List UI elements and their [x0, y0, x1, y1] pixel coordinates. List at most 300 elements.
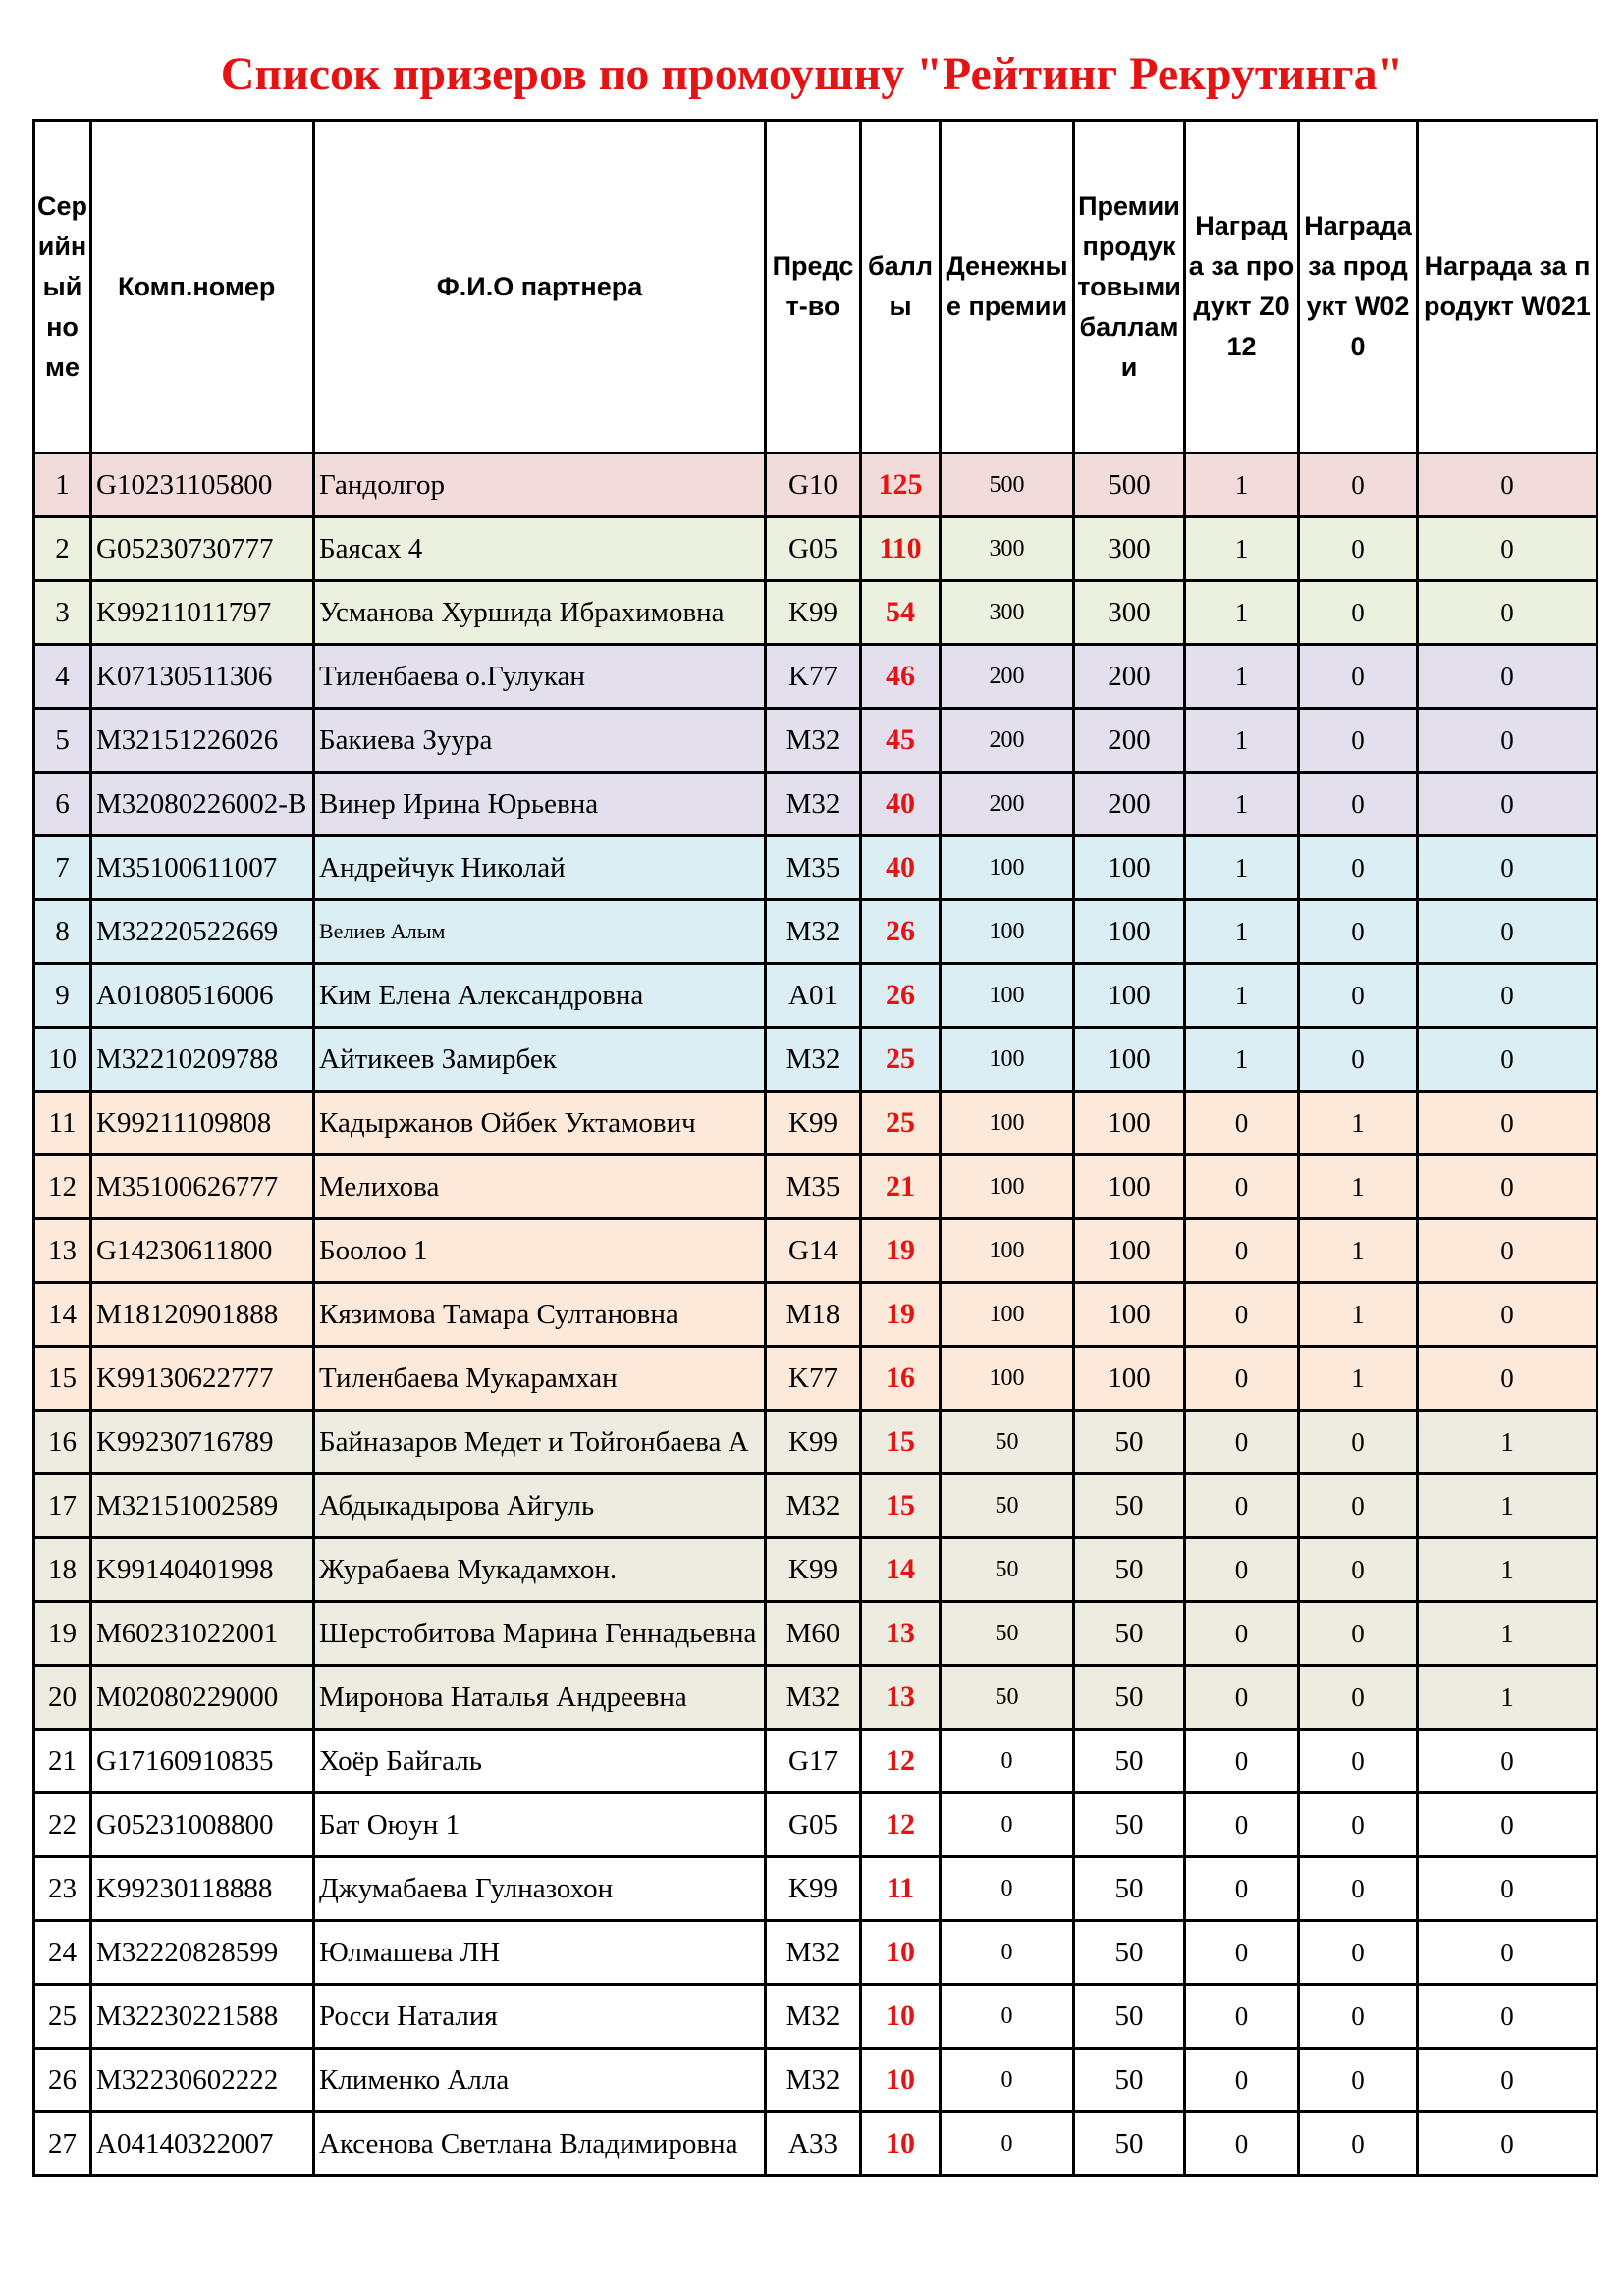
award-z012-cell: 1: [1185, 645, 1299, 709]
score-cell: 10: [861, 1921, 941, 1985]
cash-prize-cell: 100: [941, 1092, 1074, 1155]
office-cell: M18: [766, 1283, 861, 1347]
award-w020-cell: 0: [1299, 1985, 1418, 2049]
office-cell: K99: [766, 581, 861, 645]
score-cell: 25: [861, 1092, 941, 1155]
office-cell: M60: [766, 1602, 861, 1666]
serial-cell: 6: [34, 773, 91, 836]
partner-name-cell: Тиленбаева о.Гулукан: [314, 645, 766, 709]
serial-cell: 24: [34, 1921, 91, 1985]
award-w021-cell: 0: [1418, 2049, 1597, 2112]
table-row: [34, 1857, 1597, 1921]
cash-prize-cell: 50: [941, 1474, 1074, 1538]
partner-name-cell: Миронова Наталья Андреевна: [314, 1666, 766, 1730]
award-z012-cell: 1: [1185, 964, 1299, 1028]
office-cell: G10: [766, 454, 861, 517]
prize-winners-table: [32, 119, 1598, 2177]
office-cell: K99: [766, 1857, 861, 1921]
award-z012-cell: 0: [1185, 2112, 1299, 2176]
cash-prize-cell: 50: [941, 1602, 1074, 1666]
comp-number-cell: M35100611007: [91, 836, 314, 900]
cash-prize-cell: 100: [941, 964, 1074, 1028]
award-w021-cell: 1: [1418, 1474, 1597, 1538]
partner-name-cell: Абдыкадырова Айгуль: [314, 1474, 766, 1538]
partner-name-cell: Росси Наталия: [314, 1985, 766, 2049]
award-w021-cell: 0: [1418, 1730, 1597, 1793]
serial-cell: 1: [34, 454, 91, 517]
serial-cell: 18: [34, 1538, 91, 1602]
comp-number-cell: A01080516006: [91, 964, 314, 1028]
partner-name-cell: Бакиева Зуура: [314, 709, 766, 773]
award-w020-cell: 0: [1299, 1921, 1418, 1985]
award-w021-cell: 0: [1418, 1283, 1597, 1347]
office-cell: G05: [766, 1793, 861, 1857]
partner-name-cell: Андрейчук Николай: [314, 836, 766, 900]
award-w020-cell: 1: [1299, 1092, 1418, 1155]
header-score: баллы: [861, 121, 941, 454]
score-cell: 45: [861, 709, 941, 773]
office-cell: M32: [766, 1028, 861, 1092]
award-w021-cell: 1: [1418, 1602, 1597, 1666]
comp-number-cell: M35100626777: [91, 1155, 314, 1219]
table-row: [34, 1219, 1597, 1283]
award-z012-cell: 1: [1185, 836, 1299, 900]
partner-name-cell: Баясах 4: [314, 517, 766, 581]
cash-prize-cell: 50: [941, 1538, 1074, 1602]
product-points-cell: 100: [1074, 964, 1185, 1028]
table-row: [34, 581, 1597, 645]
award-w020-cell: 0: [1299, 645, 1418, 709]
partner-name-cell: Боолоо 1: [314, 1219, 766, 1283]
partner-name-cell: Кадыржанов Ойбек Уктамович: [314, 1092, 766, 1155]
comp-number-cell: M32230602222: [91, 2049, 314, 2112]
office-cell: G17: [766, 1730, 861, 1793]
product-points-cell: 50: [1074, 1857, 1185, 1921]
product-points-cell: 100: [1074, 836, 1185, 900]
partner-name-cell: Айтикеев Замирбек: [314, 1028, 766, 1092]
serial-cell: 27: [34, 2112, 91, 2176]
award-z012-cell: 0: [1185, 1474, 1299, 1538]
table-row: [34, 964, 1597, 1028]
product-points-cell: 100: [1074, 1347, 1185, 1411]
award-w021-cell: 0: [1418, 1985, 1597, 2049]
award-z012-cell: 0: [1185, 1347, 1299, 1411]
award-z012-cell: 0: [1185, 1538, 1299, 1602]
cash-prize-cell: 0: [941, 1730, 1074, 1793]
award-w020-cell: 0: [1299, 581, 1418, 645]
serial-cell: 23: [34, 1857, 91, 1921]
award-w020-cell: 0: [1299, 2049, 1418, 2112]
cash-prize-cell: 500: [941, 454, 1074, 517]
table-row: [34, 1155, 1597, 1219]
table-row: [34, 1474, 1597, 1538]
comp-number-cell: G14230611800: [91, 1219, 314, 1283]
award-w021-cell: 0: [1418, 1219, 1597, 1283]
comp-number-cell: K99211011797: [91, 581, 314, 645]
product-points-cell: 50: [1074, 1602, 1185, 1666]
table-row: [34, 1092, 1597, 1155]
product-points-cell: 50: [1074, 1985, 1185, 2049]
product-points-cell: 100: [1074, 1155, 1185, 1219]
score-cell: 125: [861, 454, 941, 517]
office-cell: A01: [766, 964, 861, 1028]
product-points-cell: 100: [1074, 1283, 1185, 1347]
serial-cell: 11: [34, 1092, 91, 1155]
table-row: [34, 1538, 1597, 1602]
comp-number-cell: K99211109808: [91, 1092, 314, 1155]
office-cell: K99: [766, 1092, 861, 1155]
header-product-points-prize: Премии продуктовыми баллами: [1074, 121, 1185, 454]
table-row: [34, 773, 1597, 836]
partner-name-cell: Журабаева Мукадамхон.: [314, 1538, 766, 1602]
award-w020-cell: 1: [1299, 1283, 1418, 1347]
header-award-w020: Награда за продукт W020: [1299, 121, 1418, 454]
office-cell: G05: [766, 517, 861, 581]
award-w021-cell: 0: [1418, 581, 1597, 645]
partner-name-cell: Джумабаева Гулназохон: [314, 1857, 766, 1921]
serial-cell: 20: [34, 1666, 91, 1730]
product-points-cell: 300: [1074, 517, 1185, 581]
office-cell: M32: [766, 709, 861, 773]
table-row: [34, 454, 1597, 517]
award-w020-cell: 1: [1299, 1155, 1418, 1219]
table-body: [34, 454, 1597, 2176]
partner-name-cell: Винер Ирина Юрьевна: [314, 773, 766, 836]
product-points-cell: 100: [1074, 1092, 1185, 1155]
serial-cell: 16: [34, 1411, 91, 1474]
serial-cell: 7: [34, 836, 91, 900]
table-row: [34, 1666, 1597, 1730]
award-w021-cell: 0: [1418, 1793, 1597, 1857]
cash-prize-cell: 300: [941, 581, 1074, 645]
product-points-cell: 50: [1074, 1730, 1185, 1793]
award-w021-cell: 0: [1418, 645, 1597, 709]
score-cell: 40: [861, 836, 941, 900]
serial-cell: 22: [34, 1793, 91, 1857]
office-cell: M32: [766, 1985, 861, 2049]
award-w020-cell: 0: [1299, 964, 1418, 1028]
award-z012-cell: 0: [1185, 1857, 1299, 1921]
score-cell: 26: [861, 964, 941, 1028]
product-points-cell: 50: [1074, 2112, 1185, 2176]
comp-number-cell: M32230221588: [91, 1985, 314, 2049]
office-cell: K77: [766, 645, 861, 709]
score-cell: 54: [861, 581, 941, 645]
cash-prize-cell: 50: [941, 1666, 1074, 1730]
serial-cell: 17: [34, 1474, 91, 1538]
comp-number-cell: G17160910835: [91, 1730, 314, 1793]
award-w021-cell: 1: [1418, 1538, 1597, 1602]
award-w020-cell: 0: [1299, 1857, 1418, 1921]
serial-cell: 5: [34, 709, 91, 773]
product-points-cell: 500: [1074, 454, 1185, 517]
award-w021-cell: 0: [1418, 1857, 1597, 1921]
award-z012-cell: 1: [1185, 581, 1299, 645]
partner-name-cell: Усманова Хуршида Ибрахимовна: [314, 581, 766, 645]
award-z012-cell: 1: [1185, 1028, 1299, 1092]
product-points-cell: 50: [1074, 1666, 1185, 1730]
award-z012-cell: 0: [1185, 1730, 1299, 1793]
comp-number-cell: K07130511306: [91, 645, 314, 709]
score-cell: 40: [861, 773, 941, 836]
award-w021-cell: 1: [1418, 1411, 1597, 1474]
office-cell: M35: [766, 836, 861, 900]
table-row: [34, 1347, 1597, 1411]
award-z012-cell: 0: [1185, 2049, 1299, 2112]
award-w021-cell: 0: [1418, 1092, 1597, 1155]
comp-number-cell: K99130622777: [91, 1347, 314, 1411]
score-cell: 13: [861, 1666, 941, 1730]
award-z012-cell: 0: [1185, 1283, 1299, 1347]
award-z012-cell: 0: [1185, 1985, 1299, 2049]
cash-prize-cell: 100: [941, 836, 1074, 900]
award-w021-cell: 0: [1418, 900, 1597, 964]
award-w021-cell: 0: [1418, 1155, 1597, 1219]
cash-prize-cell: 100: [941, 1155, 1074, 1219]
table-row: [34, 1602, 1597, 1666]
award-z012-cell: 0: [1185, 1666, 1299, 1730]
score-cell: 110: [861, 517, 941, 581]
cash-prize-cell: 0: [941, 1985, 1074, 2049]
header-partner-name: Ф.И.О партнера: [314, 121, 766, 454]
serial-cell: 2: [34, 517, 91, 581]
table-row: [34, 1985, 1597, 2049]
header-cash-prize: Денежные премии: [941, 121, 1074, 454]
score-cell: 21: [861, 1155, 941, 1219]
award-w021-cell: 0: [1418, 1347, 1597, 1411]
award-w020-cell: 0: [1299, 1028, 1418, 1092]
partner-name-cell: Мелихова: [314, 1155, 766, 1219]
award-z012-cell: 1: [1185, 517, 1299, 581]
award-w021-cell: 0: [1418, 1921, 1597, 1985]
office-cell: M35: [766, 1155, 861, 1219]
score-cell: 15: [861, 1474, 941, 1538]
award-w020-cell: 0: [1299, 709, 1418, 773]
serial-cell: 8: [34, 900, 91, 964]
table-row: [34, 517, 1597, 581]
partner-name-cell: Клименко Алла: [314, 2049, 766, 2112]
award-w020-cell: 0: [1299, 1666, 1418, 1730]
office-cell: M32: [766, 1474, 861, 1538]
award-w021-cell: 0: [1418, 773, 1597, 836]
cash-prize-cell: 100: [941, 900, 1074, 964]
award-z012-cell: 1: [1185, 900, 1299, 964]
table-row: [34, 836, 1597, 900]
award-w020-cell: 1: [1299, 1347, 1418, 1411]
partner-name-cell: Гандолгор: [314, 454, 766, 517]
serial-cell: 10: [34, 1028, 91, 1092]
award-w020-cell: 0: [1299, 1602, 1418, 1666]
serial-cell: 21: [34, 1730, 91, 1793]
table-row: [34, 1730, 1597, 1793]
cash-prize-cell: 200: [941, 773, 1074, 836]
partner-name-cell: Байназаров Медет и Тойгонбаева А: [314, 1411, 766, 1474]
cash-prize-cell: 200: [941, 709, 1074, 773]
award-z012-cell: 0: [1185, 1411, 1299, 1474]
cash-prize-cell: 100: [941, 1028, 1074, 1092]
header-office: Предст-во: [766, 121, 861, 454]
award-w021-cell: 0: [1418, 454, 1597, 517]
product-points-cell: 50: [1074, 1474, 1185, 1538]
product-points-cell: 300: [1074, 581, 1185, 645]
score-cell: 15: [861, 1411, 941, 1474]
table-row: [34, 1411, 1597, 1474]
partner-name-cell: Велиев Алым: [314, 900, 766, 964]
cash-prize-cell: 0: [941, 1793, 1074, 1857]
award-z012-cell: 0: [1185, 1602, 1299, 1666]
table-row: [34, 1283, 1597, 1347]
award-w021-cell: 0: [1418, 709, 1597, 773]
partner-name-cell: Бат Оюун 1: [314, 1793, 766, 1857]
comp-number-cell: M18120901888: [91, 1283, 314, 1347]
cash-prize-cell: 0: [941, 2049, 1074, 2112]
office-cell: K77: [766, 1347, 861, 1411]
award-w021-cell: 0: [1418, 1028, 1597, 1092]
product-points-cell: 100: [1074, 1219, 1185, 1283]
product-points-cell: 100: [1074, 900, 1185, 964]
comp-number-cell: M32220828599: [91, 1921, 314, 1985]
award-w020-cell: 0: [1299, 517, 1418, 581]
header-comp-number: Комп.номер: [91, 121, 314, 454]
award-w021-cell: 0: [1418, 517, 1597, 581]
award-w020-cell: 0: [1299, 900, 1418, 964]
comp-number-cell: A04140322007: [91, 2112, 314, 2176]
office-cell: K99: [766, 1538, 861, 1602]
cash-prize-cell: 50: [941, 1411, 1074, 1474]
partner-name-cell: Тиленбаева Мукарамхан: [314, 1347, 766, 1411]
award-w020-cell: 0: [1299, 1474, 1418, 1538]
award-w021-cell: 0: [1418, 964, 1597, 1028]
product-points-cell: 50: [1074, 1411, 1185, 1474]
office-cell: M32: [766, 900, 861, 964]
serial-cell: 3: [34, 581, 91, 645]
serial-cell: 13: [34, 1219, 91, 1283]
product-points-cell: 50: [1074, 1793, 1185, 1857]
comp-number-cell: M32210209788: [91, 1028, 314, 1092]
comp-number-cell: G05231008800: [91, 1793, 314, 1857]
office-cell: G14: [766, 1219, 861, 1283]
partner-name-cell: Шерстобитова Марина Геннадьевна: [314, 1602, 766, 1666]
score-cell: 16: [861, 1347, 941, 1411]
award-w021-cell: 0: [1418, 836, 1597, 900]
score-cell: 10: [861, 2049, 941, 2112]
cash-prize-cell: 100: [941, 1283, 1074, 1347]
product-points-cell: 200: [1074, 645, 1185, 709]
comp-number-cell: G05230730777: [91, 517, 314, 581]
serial-cell: 26: [34, 2049, 91, 2112]
award-w021-cell: 1: [1418, 1666, 1597, 1730]
product-points-cell: 200: [1074, 709, 1185, 773]
serial-cell: 19: [34, 1602, 91, 1666]
office-cell: M32: [766, 1666, 861, 1730]
cash-prize-cell: 0: [941, 1857, 1074, 1921]
serial-cell: 14: [34, 1283, 91, 1347]
serial-cell: 25: [34, 1985, 91, 2049]
score-cell: 13: [861, 1602, 941, 1666]
page-title: Список призеров по промоушну "Рейтинг Рекрутинга": [220, 48, 1404, 100]
table-row: [34, 1793, 1597, 1857]
award-w020-cell: 0: [1299, 1793, 1418, 1857]
table-row: [34, 2112, 1597, 2176]
cash-prize-cell: 0: [941, 1921, 1074, 1985]
award-z012-cell: 1: [1185, 773, 1299, 836]
score-cell: 10: [861, 1985, 941, 2049]
serial-cell: 15: [34, 1347, 91, 1411]
office-cell: M32: [766, 1921, 861, 1985]
comp-number-cell: M32220522669: [91, 900, 314, 964]
comp-number-cell: K99140401998: [91, 1538, 314, 1602]
award-z012-cell: 0: [1185, 1793, 1299, 1857]
score-cell: 12: [861, 1730, 941, 1793]
serial-cell: 4: [34, 645, 91, 709]
score-cell: 10: [861, 2112, 941, 2176]
comp-number-cell: K99230118888: [91, 1857, 314, 1921]
serial-cell: 9: [34, 964, 91, 1028]
table-row: [34, 709, 1597, 773]
office-cell: K99: [766, 1411, 861, 1474]
table-row: [34, 900, 1597, 964]
award-w020-cell: 0: [1299, 1538, 1418, 1602]
award-z012-cell: 1: [1185, 709, 1299, 773]
award-z012-cell: 0: [1185, 1155, 1299, 1219]
award-w021-cell: 0: [1418, 2112, 1597, 2176]
product-points-cell: 100: [1074, 1028, 1185, 1092]
score-cell: 14: [861, 1538, 941, 1602]
partner-name-cell: Юлмашева ЛН: [314, 1921, 766, 1985]
partner-name-cell: Кязимова Тамара Султановна: [314, 1283, 766, 1347]
header-award-z012: Награда за продукт Z012: [1185, 121, 1299, 454]
award-z012-cell: 0: [1185, 1219, 1299, 1283]
cash-prize-cell: 300: [941, 517, 1074, 581]
comp-number-cell: G10231105800: [91, 454, 314, 517]
table-row: [34, 1921, 1597, 1985]
award-w020-cell: 0: [1299, 773, 1418, 836]
partner-name-cell: Хоёр Байгаль: [314, 1730, 766, 1793]
award-z012-cell: 0: [1185, 1921, 1299, 1985]
award-w020-cell: 0: [1299, 1730, 1418, 1793]
office-cell: M32: [766, 773, 861, 836]
comp-number-cell: M32151002589: [91, 1474, 314, 1538]
table-row: [34, 2049, 1597, 2112]
score-cell: 19: [861, 1219, 941, 1283]
comp-number-cell: M60231022001: [91, 1602, 314, 1666]
score-cell: 11: [861, 1857, 941, 1921]
score-cell: 12: [861, 1793, 941, 1857]
award-w020-cell: 0: [1299, 836, 1418, 900]
office-cell: A33: [766, 2112, 861, 2176]
award-z012-cell: 0: [1185, 1092, 1299, 1155]
score-cell: 26: [861, 900, 941, 964]
award-w020-cell: 0: [1299, 454, 1418, 517]
award-z012-cell: 1: [1185, 454, 1299, 517]
table-header-row: [34, 121, 1597, 454]
award-w020-cell: 0: [1299, 2112, 1418, 2176]
comp-number-cell: M32151226026: [91, 709, 314, 773]
product-points-cell: 50: [1074, 2049, 1185, 2112]
serial-cell: 12: [34, 1155, 91, 1219]
table-row: [34, 645, 1597, 709]
comp-number-cell: M32080226002-B: [91, 773, 314, 836]
table-row: [34, 1028, 1597, 1092]
score-cell: 25: [861, 1028, 941, 1092]
header-serial: Серийный номе: [34, 121, 91, 454]
partner-name-cell: Аксенова Светлана Владимировна: [314, 2112, 766, 2176]
product-points-cell: 200: [1074, 773, 1185, 836]
comp-number-cell: M02080229000: [91, 1666, 314, 1730]
award-w020-cell: 1: [1299, 1219, 1418, 1283]
header-award-w021: Награда за продукт W021: [1418, 121, 1597, 454]
cash-prize-cell: 100: [941, 1347, 1074, 1411]
